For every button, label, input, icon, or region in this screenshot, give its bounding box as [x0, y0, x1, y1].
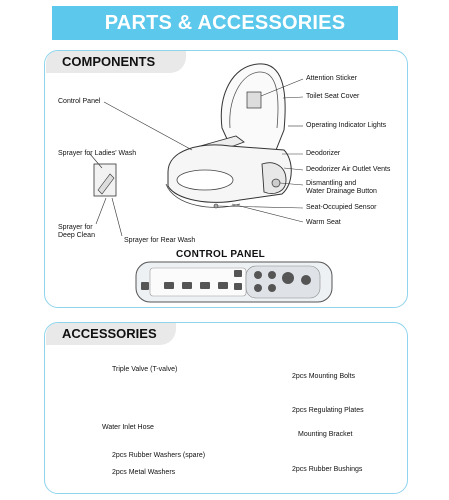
label-water-hose: Water Inlet Hose: [102, 424, 154, 431]
accessories-heading: ACCESSORIES: [46, 323, 176, 345]
control-panel-face: [150, 268, 246, 296]
label-deodorizer-vents: Deodorizer Air Outlet Vents: [306, 166, 391, 173]
label-ladies-wash: Sprayer for Ladies' Wash: [58, 150, 137, 157]
label-attention-sticker: Attention Sticker: [306, 75, 357, 82]
label-deodorizer: Deodorizer: [306, 150, 341, 157]
attention-sticker-shape: [247, 92, 261, 108]
label-mounting-bracket: Mounting Bracket: [298, 431, 353, 438]
label-rubber-washers: 2pcs Rubber Washers (spare): [112, 452, 206, 459]
label-rear-wash: Sprayer for Rear Wash: [124, 237, 196, 244]
control-panel-title: CONTROL PANEL: [176, 249, 266, 260]
label-dismantling-1: Dismantling and: [306, 180, 357, 187]
page-banner: PARTS & ACCESSORIES: [52, 6, 398, 40]
label-rubber-bushings: 2pcs Rubber Bushings: [292, 466, 363, 473]
label-control-panel: Control Panel: [58, 98, 101, 105]
label-seat-sensor: Seat-Occupied Sensor: [306, 204, 377, 211]
label-deep-clean-1: Sprayer for: [58, 224, 93, 231]
label-deep-clean-2: Deep Clean: [58, 232, 95, 239]
seat-opening: [177, 170, 233, 190]
drainage-button: [272, 179, 280, 187]
label-warm-seat: Warm Seat: [306, 219, 341, 226]
label-operating-indicator: Operating Indicator Lights: [306, 122, 387, 129]
label-triple-valve: Triple Valve (T-valve): [112, 366, 178, 373]
label-mounting-bolts: 2pcs Mounting Bolts: [292, 373, 356, 380]
label-metal-washers: 2pcs Metal Washers: [112, 469, 176, 476]
label-dismantling-2: Water Drainage Button: [306, 188, 377, 195]
seat-sensor-dot: [214, 204, 218, 208]
components-heading: COMPONENTS: [46, 51, 186, 73]
label-toilet-seat-cover: Toilet Seat Cover: [306, 93, 360, 100]
label-regulating-plates: 2pcs Regulating Plates: [292, 407, 364, 414]
